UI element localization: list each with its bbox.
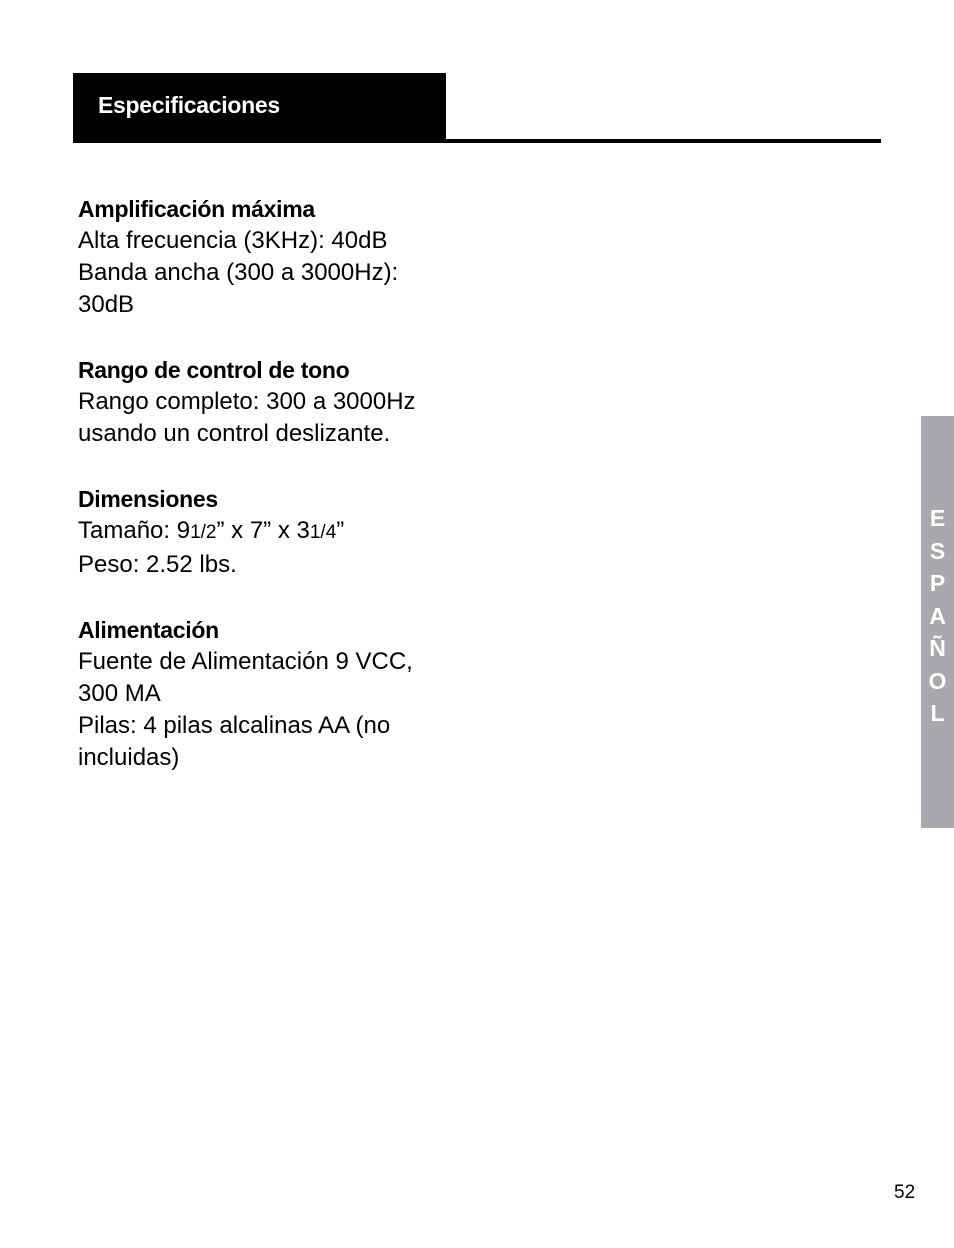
size-fraction: 1/2 xyxy=(190,522,217,543)
spec-section-dimensions xyxy=(78,483,448,581)
side-tab-letter: Ñ xyxy=(929,635,946,661)
size-line xyxy=(78,515,448,549)
side-tab-letters xyxy=(921,502,954,730)
side-tab-letter: O xyxy=(928,667,947,694)
page-number: 52 xyxy=(894,1182,916,1203)
header-rule xyxy=(73,139,881,143)
spec-section-tone-control xyxy=(78,354,448,450)
spec-line: 300 MA xyxy=(78,680,161,707)
side-tab-letter: P xyxy=(929,570,946,596)
page-title: Especificaciones xyxy=(98,92,280,118)
size-middle: ” x 7” x 3 xyxy=(216,517,310,544)
size-prefix: Tamaño: 9 xyxy=(78,517,191,544)
language-side-tab xyxy=(921,416,954,828)
spec-content xyxy=(78,193,448,807)
spec-line: Peso: 2.52 lbs. xyxy=(78,551,237,578)
size-fraction: 1/4 xyxy=(309,522,337,543)
spec-line: incluidas) xyxy=(78,744,180,771)
spec-line: Pilas: 4 pilas alcalinas AA (no xyxy=(78,712,391,739)
spec-line: Fuente de Alimentación 9 VCC, xyxy=(78,648,413,675)
section-heading: Amplificación máxima xyxy=(78,196,315,222)
size-suffix: ” xyxy=(336,517,345,544)
side-tab-letter: E xyxy=(929,505,946,531)
section-heading: Rango de control de tono xyxy=(78,357,350,383)
spec-section-amplification xyxy=(78,193,448,321)
side-tab-letter: L xyxy=(930,700,945,726)
section-header-box xyxy=(73,73,446,142)
spec-line: Rango completo: 300 a 3000Hz xyxy=(78,388,416,415)
spec-section-power xyxy=(78,614,448,774)
spec-line: Banda ancha (300 a 3000Hz): xyxy=(78,259,399,286)
side-tab-letter: A xyxy=(929,602,946,629)
section-heading: Alimentación xyxy=(78,617,219,643)
side-tab-letter: S xyxy=(929,537,946,564)
spec-line: 30dB xyxy=(78,291,135,318)
spec-line: Alta frecuencia (3KHz): 40dB xyxy=(78,227,388,254)
section-heading: Dimensiones xyxy=(78,486,218,512)
spec-line: usando un control deslizante. xyxy=(78,420,391,447)
